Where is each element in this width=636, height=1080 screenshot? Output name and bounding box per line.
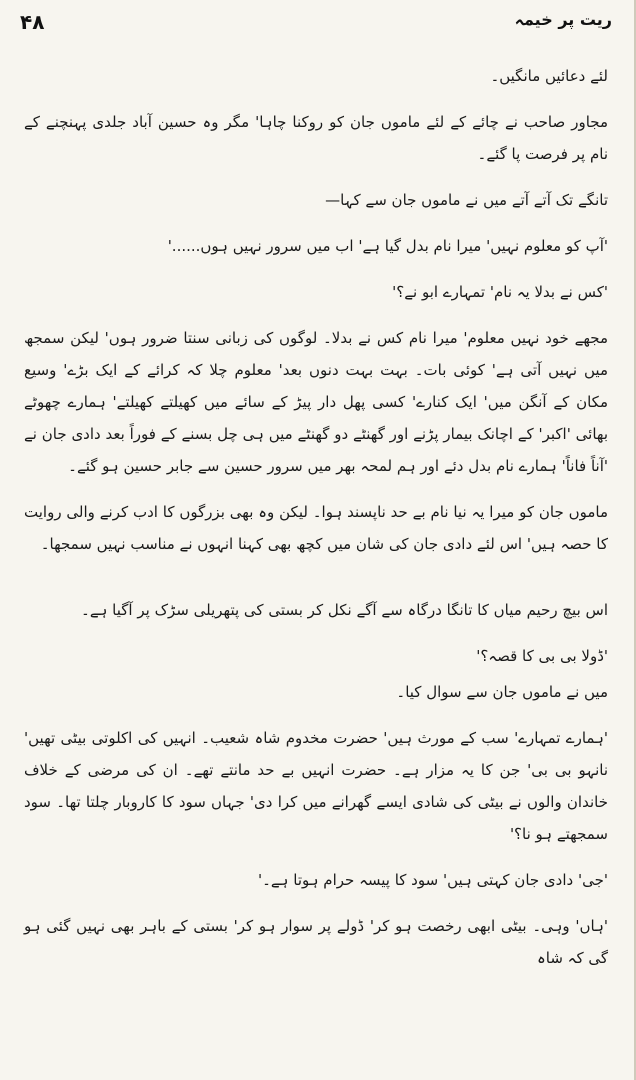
page-header xyxy=(20,8,612,38)
paragraph: مجھے خود نہیں معلوم' میرا نام کس نے بدلا۔ لوگوں کی زبانی سنتا ضرور ہوں' لیکن سمجھ میں نہیں آتی ہے' کوئی بات۔ بہت بہت دنوں بعد' معلوم چلا کہ کرائے کے ایک بڑے' وسیع مکان کے آنگن میں' ایک کنارے' کسی پھل دار پیڑ کے سائے میں کھیلتے کھیلتے' ہمارے چھوٹے بھائی 'اکبر' کے اچانک بیمار پڑنے اور گھنٹے دو گھنٹے میں ہی چل بسنے کے فوراً بعد دادی جان نے 'آناً فاناً' ہمارے نام بدل دئے اور ہم لمحہ بھر میں سرور حسین سے جابر حسین ہو گئے۔ xyxy=(24,329,608,475)
page-number: ۴۸ xyxy=(20,10,45,34)
paragraph: ماموں جان کو میرا یہ نیا نام بے حد ناپسند ہوا۔ لیکن وہ بھی بزرگوں کا ادب کرنے والی روایت کا حصہ ہیں' اس لئے دادی جان کی شان میں کچھ بھی کہنا انہوں نے مناسب نہیں سمجھا۔ xyxy=(24,503,608,553)
dialogue-line: 'کس نے بدلا یہ نام' تمہارے ابو نے؟' xyxy=(392,283,608,301)
dialogue-line: 'ہاں' وہی۔ بیٹی ابھی رخصت ہو کر' ڈولے پر سوار ہو کر' بستی کے باہر بھی نہیں گئی ہو گی کہ شاہ xyxy=(24,917,608,967)
dialogue-line: 'ہمارے تمہارے' سب کے مورث ہیں' حضرت مخدوم شاہ شعیب۔ انہیں کی اکلوتی بیٹی تھیں' نانہو بی بی' جن کا یہ مزار ہے۔ حضرت انہیں بے حد مانتے تھے۔ ان کی مرضی کے خلاف خاندان والوں نے بیٹی کی شادی ایسے گھرانے میں کرا دی' جہاں سود کا کاروبار چلتا تھا۔ سود سمجھتے ہو نا؟' xyxy=(24,729,608,843)
dialogue-line: 'آپ کو معلوم نہیں' میرا نام بدل گیا ہے' اب میں سرور نہیں ہوں......' xyxy=(167,237,608,255)
dialogue-line: 'ڈولا بی بی کا قصہ؟' xyxy=(476,647,608,665)
dialogue-line: 'جی' دادی جان کہتی ہیں' سود کا پیسہ حرام ہوتا ہے۔' xyxy=(257,871,608,889)
paragraph: لئے دعائیں مانگیں۔ xyxy=(490,67,608,85)
paragraph: مجاور صاحب نے چائے کے لئے ماموں جان کو روکنا چاہا' مگر وہ حسین آباد جلدی پہنچنے کے نام پر فرصت پا گئے۔ xyxy=(24,113,608,163)
page-body xyxy=(24,60,608,988)
paragraph: اس بیچ رحیم میاں کا تانگا درگاہ سے آگے نکل کر بستی کی پتھریلی سڑک پر آگیا ہے۔ xyxy=(81,601,608,619)
paragraph: تانگے تک آتے آتے میں نے ماموں جان سے کہا— xyxy=(325,191,608,209)
book-title: ریت پر خیمہ xyxy=(514,10,612,29)
paragraph: میں نے ماموں جان سے سوال کیا۔ xyxy=(396,683,608,701)
